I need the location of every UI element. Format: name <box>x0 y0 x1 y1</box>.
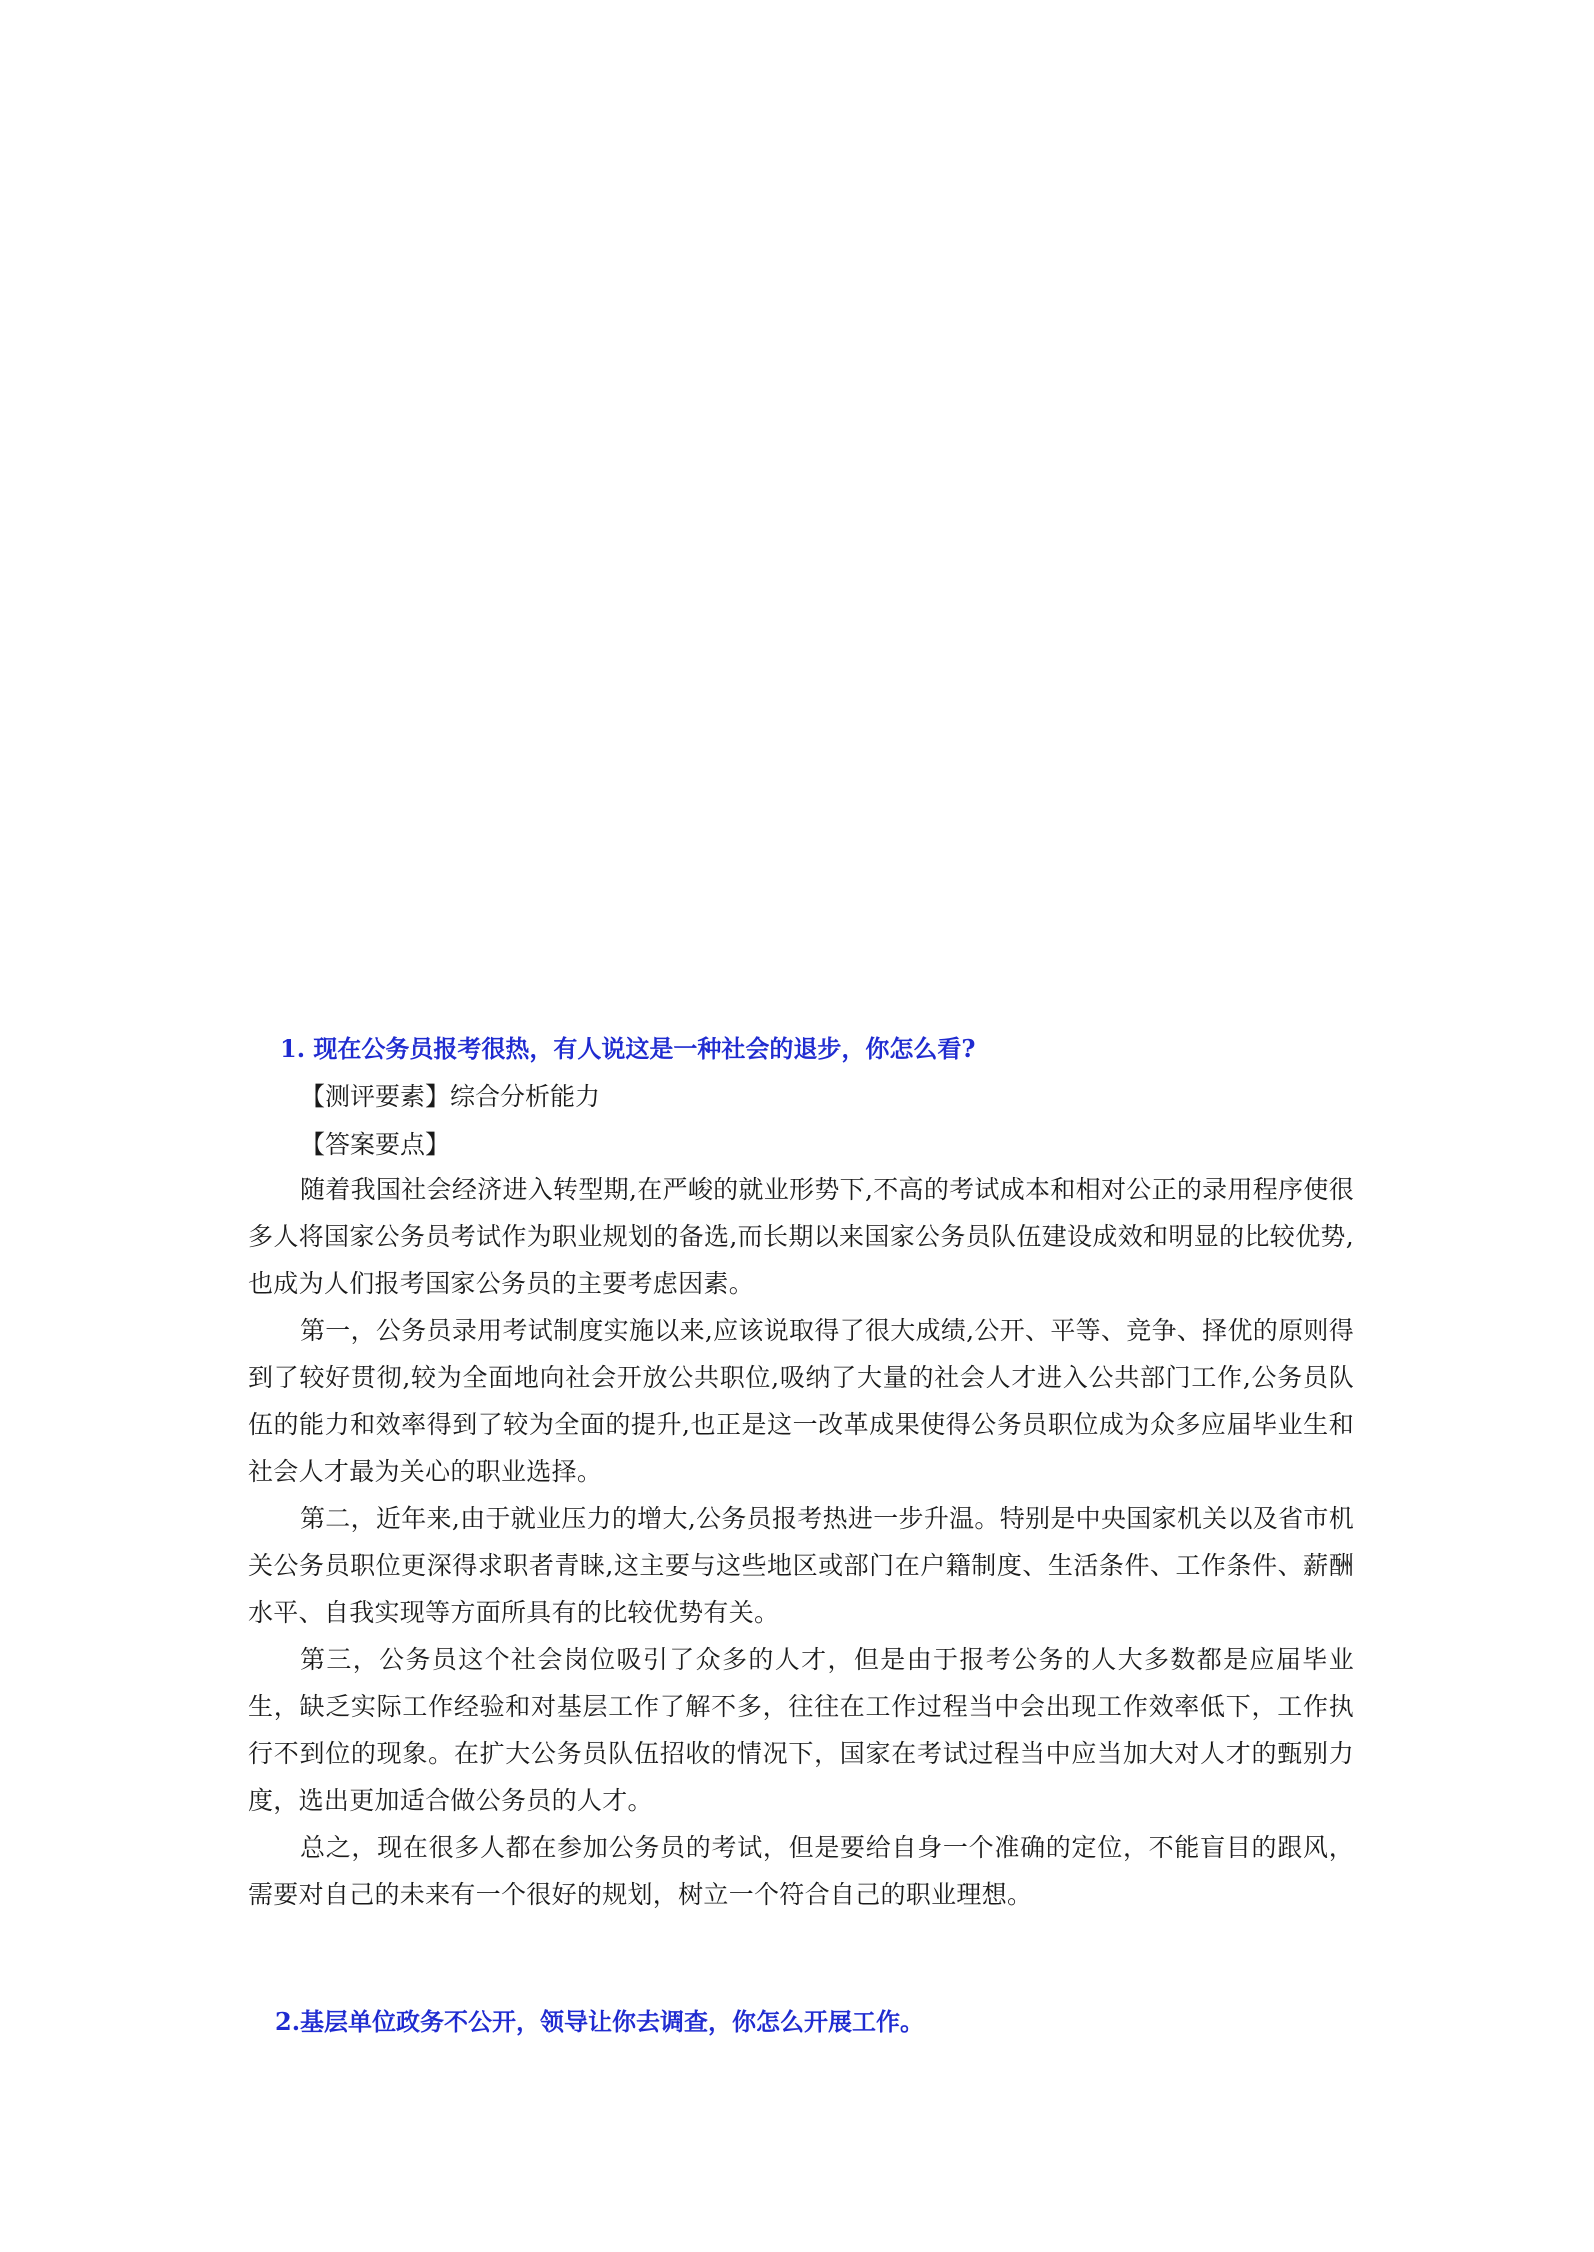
answer-paragraph-third: 第三，公务员这个社会岗位吸引了众多的人才，但是由于报考公务的人大多数都是应届毕业生，缺乏实际工作经验和对基层工作了解不多，往往在工作过程当中会出现工作效率低下，工作执行不到位的现象。在扩大公务员队伍招收的情况下，国家在考试过程当中应当加大对人才的甄别力度，选出更加适合做公务员的人才。 <box>248 1645 1354 1815</box>
question-1-answer-heading: 【答案要点】 <box>300 1130 451 1159</box>
question-1-assessment-factor: 【测评要素】综合分析能力 <box>300 1082 601 1111</box>
answer-paragraph-intro: 随着我国社会经济进入转型期,在严峻的就业形势下,不高的考试成本和相对公正的录用程序使很多人将国家公务员考试作为职业规划的备选,而长期以来国家公务员队伍建设成效和明显的比较优势,也成为人们报考国家公务员的主要考虑因素。 <box>248 1175 1354 1298</box>
answer-paragraph-conclusion: 总之，现在很多人都在参加公务员的考试，但是要给自身一个准确的定位，不能盲目的跟风，需要对自己的未来有一个很好的规划，树立一个符合自己的职业理想。 <box>248 1833 1354 1909</box>
answer-paragraph-first: 第一，公务员录用考试制度实施以来,应该说取得了很大成绩,公开、平等、竞争、择优的原则得到了较好贯彻,较为全面地向社会开放公共职位,吸纳了大量的社会人才进入公共部门工作,公务员队伍的能力和效率得到了较为全面的提升,也正是这一改革成果使得公务员职位成为众多应届毕业生和社会人才最为关心的职业选择。 <box>248 1316 1354 1486</box>
question-1-answer-body <box>248 1166 1354 1918</box>
question-2-title: 2.基层单位政务不公开，领导让你去调查，你怎么开展工作。 <box>275 2007 925 2036</box>
question-1-title: 1. 现在公务员报考很热，有人说这是一种社会的退步，你怎么看? <box>280 1034 976 1063</box>
answer-paragraph-second: 第二，近年来,由于就业压力的增大,公务员报考热进一步升温。特别是中央国家机关以及省市机关公务员职位更深得求职者青睐,这主要与这些地区或部门在户籍制度、生活条件、工作条件、薪酬水平、自我实现等方面所具有的比较优势有关。 <box>248 1504 1354 1627</box>
